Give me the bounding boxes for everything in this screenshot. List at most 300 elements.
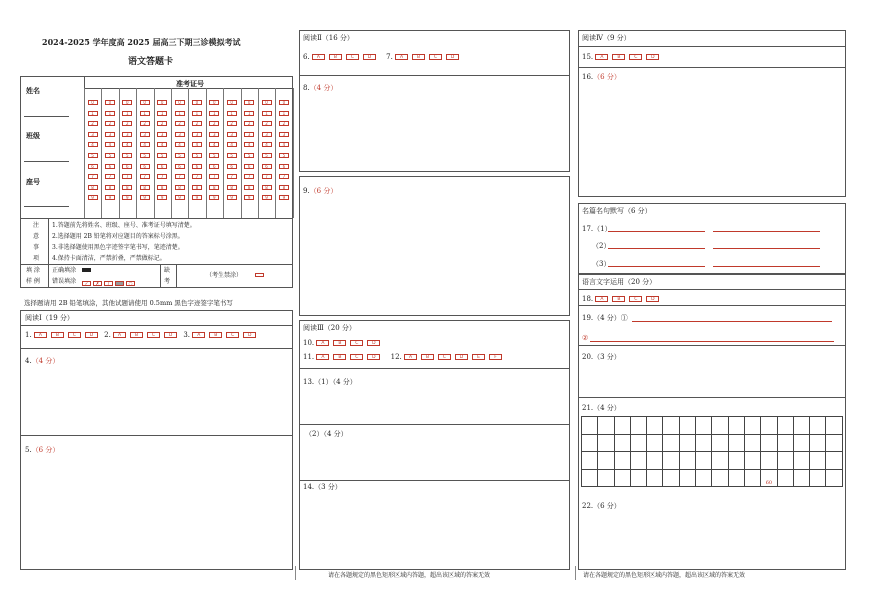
exam-id-digit-bubble[interactable]: 9 <box>140 195 150 200</box>
writing-cell[interactable] <box>696 469 712 487</box>
q17-3-line-b[interactable] <box>713 266 820 267</box>
writing-cell[interactable] <box>793 417 809 435</box>
exam-id-digit-bubble[interactable]: 7 <box>157 174 167 179</box>
exam-id-digit-bubble[interactable]: 9 <box>262 195 272 200</box>
q17-3-label: （3） <box>592 260 611 268</box>
exam-id-digit-bubble[interactable]: 1 <box>244 111 254 116</box>
exam-id-digit-bubble[interactable]: 4 <box>105 142 115 147</box>
note-item: 1.答题前先将姓名、班级、座号、准考证号填写清楚。 <box>52 222 196 229</box>
exam-id-digit-bubble[interactable]: 2 <box>88 121 98 126</box>
exam-id-digit-bubble[interactable]: 7 <box>192 174 202 179</box>
exam-id-digit-bubble[interactable]: 8 <box>122 185 132 190</box>
footer-note: 请在各题规定的黑色矩形区域内答题，超出该区域的答案无效 <box>328 572 491 579</box>
writing-cell[interactable] <box>647 469 663 487</box>
answer-bubble[interactable]: B <box>333 340 346 346</box>
writing-cell[interactable] <box>728 452 744 470</box>
answer-bubble[interactable]: D <box>243 332 256 338</box>
exam-id-digit-bubble[interactable]: 4 <box>209 142 219 147</box>
exam-id-digit-bubble[interactable]: 1 <box>227 111 237 116</box>
exam-id-digit-bubble[interactable]: 0 <box>279 100 289 105</box>
exam-id-digit-bubble[interactable]: 5 <box>209 153 219 158</box>
exam-id-digit-bubble[interactable]: 5 <box>192 153 202 158</box>
note-item: 2.选择题用 2B 铅笔将对应题目的答案标号涂黑。 <box>52 233 184 240</box>
writing-cell[interactable] <box>810 469 826 487</box>
reading2-title: 阅读Ⅱ（16 分） <box>303 34 354 42</box>
exam-id-digit-bubble[interactable]: 8 <box>209 185 219 190</box>
writing-cell[interactable] <box>712 469 728 487</box>
writing-cell[interactable] <box>614 417 630 435</box>
answer-bubble[interactable]: D <box>164 332 177 338</box>
writing-cell[interactable] <box>712 417 728 435</box>
exam-id-digit-bubble[interactable]: 2 <box>279 121 289 126</box>
exam-id-digit-bubble[interactable]: 8 <box>244 185 254 190</box>
answer-bubble[interactable]: A <box>595 296 608 302</box>
writing-cell[interactable] <box>826 452 842 470</box>
q17-1-line-b[interactable] <box>713 231 820 232</box>
writing-cell[interactable] <box>793 434 809 452</box>
exam-id-digit-bubble[interactable]: 6 <box>262 164 272 169</box>
exam-id-digit-bubble[interactable]: 9 <box>157 195 167 200</box>
q15-options <box>595 53 663 61</box>
writing-cell[interactable] <box>679 469 695 487</box>
answer-bubble[interactable]: B <box>209 332 222 338</box>
q13-2-label: （2）（4 分） <box>305 430 348 438</box>
q18-row: 18. A B C D <box>582 295 663 304</box>
exam-id-digit-bubble[interactable]: 4 <box>122 142 132 147</box>
exam-id-digit-bubble[interactable]: 6 <box>244 164 254 169</box>
exam-id-digit-bubble[interactable]: 3 <box>122 132 132 137</box>
exam-id-digit-bubble[interactable]: 6 <box>122 164 132 169</box>
q19-2-label: ② <box>582 334 589 342</box>
exam-id-digit-bubble[interactable]: 2 <box>244 121 254 126</box>
exam-id-digit-bubble[interactable]: 6 <box>192 164 202 169</box>
q5-label: 5.（6 分） <box>25 446 60 454</box>
exam-id-digit-bubble[interactable]: 4 <box>279 142 289 147</box>
exam-id-digit-bubble[interactable]: 0 <box>209 100 219 105</box>
writing-cell[interactable] <box>793 469 809 487</box>
exam-id-digit-bubble[interactable]: 4 <box>244 142 254 147</box>
q18-options <box>595 295 663 303</box>
exam-id-digit-bubble[interactable]: 7 <box>209 174 219 179</box>
exam-id-label: 准考证号 <box>176 79 204 88</box>
writing-cell[interactable] <box>744 452 760 470</box>
q19-line-2[interactable] <box>590 341 834 342</box>
answer-bubble[interactable]: C <box>629 54 642 60</box>
writing-cell[interactable] <box>744 469 760 487</box>
q15-row: 15. A B C D <box>582 53 663 62</box>
exam-id-digit-bubble[interactable]: 1 <box>192 111 202 116</box>
writing-cell[interactable] <box>761 452 777 470</box>
q3-options <box>192 331 260 339</box>
exam-id-digit-bubble[interactable]: 2 <box>227 121 237 126</box>
q13-1-answer-area[interactable] <box>300 389 569 423</box>
answer-bubble[interactable]: C <box>438 354 451 360</box>
exam-id-digit-bubble[interactable]: 4 <box>88 142 98 147</box>
exam-id-digit-bubble[interactable]: 3 <box>88 132 98 137</box>
exam-id-digit-bubble[interactable]: 7 <box>279 174 289 179</box>
writing-cell[interactable] <box>696 417 712 435</box>
exam-id-digit-bubble[interactable]: 5 <box>262 153 272 158</box>
writing-cell[interactable] <box>810 417 826 435</box>
exam-id-digit-bubble[interactable]: 8 <box>105 185 115 190</box>
correct-fill-label: 正确填涂 <box>52 267 77 274</box>
q17-1-line-a[interactable] <box>608 231 705 232</box>
answer-bubble[interactable]: A <box>192 332 205 338</box>
writing-cell[interactable] <box>630 417 646 435</box>
exam-id-digit-bubble[interactable]: 7 <box>105 174 115 179</box>
exam-id-digit-bubble[interactable]: 6 <box>105 164 115 169</box>
exam-id-digit-bubble[interactable]: 8 <box>227 185 237 190</box>
class-label: 班级 <box>26 131 40 140</box>
answer-bubble[interactable]: A <box>404 354 417 360</box>
q17-2-line-b[interactable] <box>713 248 820 249</box>
note-item: 3.非选择题使用黑色字迹签字笔书写，笔迹清楚。 <box>52 244 184 251</box>
writing-cell[interactable] <box>712 434 728 452</box>
answer-bubble[interactable]: B <box>612 296 625 302</box>
answer-bubble[interactable]: E <box>472 354 485 360</box>
notes-label-char: 项 <box>33 255 40 262</box>
exam-id-digit-bubble[interactable]: 6 <box>209 164 219 169</box>
exam-id-digit-bubble[interactable]: 8 <box>157 185 167 190</box>
q4-answer-area[interactable] <box>21 368 292 434</box>
answer-bubble[interactable]: B <box>612 54 625 60</box>
writing-cell[interactable]: 60 <box>761 469 777 487</box>
exam-id-digit-bubble[interactable]: 0 <box>175 100 185 105</box>
writing-cell[interactable] <box>826 434 842 452</box>
writing-cell[interactable] <box>647 434 663 452</box>
exam-id-digit-bubble[interactable]: 7 <box>227 174 237 179</box>
writing-cell[interactable] <box>679 417 695 435</box>
exam-id-digit-bubble[interactable]: 8 <box>175 185 185 190</box>
q8-label: 8.（4 分） <box>303 84 338 92</box>
q8-answer-area[interactable] <box>300 95 569 171</box>
exam-id-digit-bubble[interactable]: 5 <box>122 153 132 158</box>
notes-label-char: 意 <box>33 233 40 240</box>
writing-cell[interactable] <box>712 452 728 470</box>
exam-id-digit-bubble[interactable]: 3 <box>209 132 219 137</box>
answer-bubble[interactable]: B <box>51 332 64 338</box>
writing-cell[interactable] <box>647 452 663 470</box>
writing-cell[interactable] <box>777 417 793 435</box>
exam-id-digit-bubble[interactable]: 1 <box>175 111 185 116</box>
notes-label-char: 事 <box>33 244 40 251</box>
name-field[interactable] <box>24 116 69 117</box>
reading3-title: 阅读Ⅲ（20 分） <box>303 324 356 332</box>
answer-bubble[interactable]: C <box>350 354 363 360</box>
q10-row: 10. A B C D <box>303 339 384 348</box>
answer-bubble[interactable]: D <box>85 332 98 338</box>
answer-bubble[interactable]: C <box>226 332 239 338</box>
exam-id-digit-bubble[interactable]: 4 <box>140 142 150 147</box>
exam-id-digit-bubble[interactable]: 7 <box>122 174 132 179</box>
answer-bubble[interactable]: A <box>395 54 408 60</box>
writing-cell[interactable] <box>777 434 793 452</box>
exam-id-digit-bubble[interactable]: 2 <box>140 121 150 126</box>
exam-id-digit-bubble[interactable]: 1 <box>105 111 115 116</box>
answer-bubble[interactable]: B <box>130 332 143 338</box>
seat-field[interactable] <box>24 206 69 207</box>
exam-id-digit-bubble[interactable]: 9 <box>279 195 289 200</box>
exam-id-digit-bubble[interactable]: 5 <box>88 153 98 158</box>
exam-id-digit-bubble[interactable]: 4 <box>175 142 185 147</box>
writing-cell[interactable] <box>728 417 744 435</box>
exam-id-digit-bubble[interactable]: 1 <box>279 111 289 116</box>
exam-id-digit-bubble[interactable]: 6 <box>279 164 289 169</box>
answer-bubble[interactable]: D <box>367 340 380 346</box>
exam-id-digit-bubble[interactable]: 7 <box>244 174 254 179</box>
absent-note: （考生禁涂） <box>206 272 243 279</box>
q17-2-line-a[interactable] <box>608 248 705 249</box>
writing-cell[interactable] <box>744 434 760 452</box>
reading4-title: 阅读Ⅳ（9 分） <box>582 34 631 42</box>
exam-id-digit-bubble[interactable]: 4 <box>192 142 202 147</box>
exam-id-digit-bubble[interactable]: 0 <box>262 100 272 105</box>
answer-bubble[interactable]: B <box>412 54 425 60</box>
notes-label-char: 注 <box>33 222 40 229</box>
writing-cell[interactable] <box>663 469 679 487</box>
q1-row: 1. A B C D 2. A B C D 3. A B C D <box>25 331 260 340</box>
writing-cell[interactable] <box>582 469 598 487</box>
exam-id-digit-bubble[interactable]: 0 <box>227 100 237 105</box>
class-field[interactable] <box>24 161 69 162</box>
q14-answer-area[interactable] <box>300 494 569 569</box>
q20-answer-area[interactable] <box>579 364 845 396</box>
answer-bubble[interactable]: C <box>68 332 81 338</box>
writing-cell[interactable] <box>598 469 614 487</box>
exam-id-digit-bubble[interactable]: 6 <box>140 164 150 169</box>
writing-cell[interactable] <box>614 469 630 487</box>
answer-bubble[interactable]: D <box>367 354 380 360</box>
exam-id-digit-bubble[interactable]: 3 <box>192 132 202 137</box>
exam-id-digit-bubble[interactable]: 6 <box>88 164 98 169</box>
q22-label: 22.（6 分） <box>582 502 621 510</box>
name-label: 姓名 <box>26 86 40 95</box>
answer-bubble[interactable]: A <box>312 54 325 60</box>
exam-id-digit-bubble[interactable]: 2 <box>157 121 167 126</box>
q21-label: 21.（4 分） <box>582 404 621 412</box>
note-item: 4.保持卡面清洁，严禁折叠，严禁做标记。 <box>52 255 166 262</box>
exam-id-digit-bubble[interactable]: 5 <box>244 153 254 158</box>
exam-id-digit-bubble[interactable]: 9 <box>192 195 202 200</box>
answer-bubble[interactable]: C <box>429 54 442 60</box>
exam-id-digit-bubble[interactable]: 7 <box>140 174 150 179</box>
q1-options <box>34 331 102 339</box>
q11-q12-row: 11. A B C D 12. A B C D E F <box>303 353 506 362</box>
q14-label: 14.（3 分） <box>303 483 342 491</box>
writing-cell[interactable] <box>744 417 760 435</box>
fill-example-label: 填 涂 <box>26 267 40 274</box>
exam-id-digit-bubble[interactable]: 1 <box>122 111 132 116</box>
exam-id-digit-bubble[interactable]: 8 <box>262 185 272 190</box>
exam-id-digit-bubble[interactable]: 0 <box>122 100 132 105</box>
exam-id-digit-bubble[interactable]: 2 <box>105 121 115 126</box>
answer-bubble[interactable]: C <box>147 332 160 338</box>
exam-id-digit-bubble[interactable]: 3 <box>175 132 185 137</box>
exam-id-digit-bubble[interactable]: 8 <box>140 185 150 190</box>
exam-id-digit-bubble[interactable]: 2 <box>209 121 219 126</box>
answer-bubble[interactable]: D <box>446 54 459 60</box>
answer-bubble[interactable]: C <box>350 340 363 346</box>
writing-cell[interactable] <box>826 469 842 487</box>
exam-id-digit-bubble[interactable]: 3 <box>157 132 167 137</box>
writing-cell[interactable] <box>696 452 712 470</box>
q9-answer-area[interactable] <box>300 198 569 315</box>
writing-cell[interactable] <box>614 452 630 470</box>
writing-cell[interactable] <box>582 417 598 435</box>
exam-id-digit-bubble[interactable]: 3 <box>140 132 150 137</box>
q12-options <box>404 353 506 361</box>
exam-id-digit-bubble[interactable]: 0 <box>157 100 167 105</box>
exam-id-digit-bubble[interactable]: 2 <box>175 121 185 126</box>
exam-id-digit-bubble[interactable]: 9 <box>227 195 237 200</box>
writing-cell[interactable] <box>793 452 809 470</box>
writing-cell[interactable] <box>598 452 614 470</box>
writing-cell[interactable] <box>761 417 777 435</box>
exam-id-digit-bubble[interactable]: 5 <box>157 153 167 158</box>
exam-id-digit-bubble[interactable]: 9 <box>105 195 115 200</box>
exam-id-digit-bubble[interactable]: 0 <box>105 100 115 105</box>
exam-id-digit-bubble[interactable]: 1 <box>209 111 219 116</box>
writing-cell[interactable] <box>777 452 793 470</box>
wrong-fill-label: 错误填涂 <box>52 278 77 285</box>
absent-label: 缺 <box>164 267 171 274</box>
exam-id-digit-bubble[interactable]: 5 <box>175 153 185 158</box>
exam-id-digit-bubble[interactable]: 0 <box>88 100 98 105</box>
answer-bubble[interactable]: C <box>346 54 359 60</box>
exam-id-digit-bubble[interactable]: 1 <box>157 111 167 116</box>
exam-id-digit-bubble[interactable]: 5 <box>227 153 237 158</box>
writing-cell[interactable] <box>598 417 614 435</box>
q17-3-line-a[interactable] <box>608 266 705 267</box>
q5-answer-area[interactable] <box>21 457 292 569</box>
q19-label: 19.（4 分）① <box>582 314 628 322</box>
exam-id-digit-bubble[interactable]: 1 <box>262 111 272 116</box>
writing-cell[interactable] <box>826 417 842 435</box>
exam-id-digit-bubble[interactable]: 7 <box>175 174 185 179</box>
exam-id-digit-bubble[interactable]: 9 <box>244 195 254 200</box>
q7-options <box>395 53 463 61</box>
answer-bubble[interactable]: A <box>595 54 608 60</box>
answer-bubble[interactable]: B <box>333 354 346 360</box>
writing-cell[interactable] <box>761 434 777 452</box>
q6-options <box>312 53 380 61</box>
writing-cell[interactable] <box>679 434 695 452</box>
exam-id-digit-bubble[interactable]: 4 <box>227 142 237 147</box>
q17-2-label: （2） <box>592 242 611 250</box>
q16-answer-area[interactable] <box>579 84 845 196</box>
exam-id-digit-bubble[interactable]: 9 <box>88 195 98 200</box>
exam-id-digit-bubble[interactable]: 3 <box>262 132 272 137</box>
writing-cell[interactable] <box>696 434 712 452</box>
writing-cell[interactable] <box>614 434 630 452</box>
exam-id-digit-bubble[interactable]: 8 <box>279 185 289 190</box>
writing-cell[interactable] <box>630 434 646 452</box>
answer-bubble[interactable]: A <box>316 354 329 360</box>
exam-id-digit-bubble[interactable]: 3 <box>244 132 254 137</box>
exam-id-digit-bubble[interactable]: 4 <box>157 142 167 147</box>
q17-1-label: 17.（1） <box>582 225 612 233</box>
exam-id-digit-bubble[interactable]: 0 <box>192 100 202 105</box>
q13-1-label: 13.（1）（4 分） <box>303 378 357 386</box>
writing-cell[interactable] <box>810 452 826 470</box>
answer-bubble[interactable]: A <box>34 332 47 338</box>
writing-cell[interactable] <box>728 434 744 452</box>
exam-id-digit-bubble[interactable]: 2 <box>122 121 132 126</box>
writing-cell[interactable] <box>810 434 826 452</box>
q10-options <box>316 339 384 347</box>
writing-cell[interactable] <box>630 452 646 470</box>
answer-bubble[interactable]: B <box>421 354 434 360</box>
q2-options <box>113 331 181 339</box>
exam-id-digit-bubble[interactable]: 7 <box>88 174 98 179</box>
exam-id-digit-bubble[interactable]: 8 <box>88 185 98 190</box>
exam-id-digit-bubble[interactable]: 3 <box>227 132 237 137</box>
writing-cell[interactable] <box>728 469 744 487</box>
answer-bubble[interactable]: A <box>316 340 329 346</box>
q9-label: 9.（6 分） <box>303 187 338 195</box>
answer-bubble[interactable]: D <box>455 354 468 360</box>
language-title: 语言文字运用（20 分） <box>582 278 657 286</box>
exam-id-digit-bubble[interactable]: 2 <box>262 121 272 126</box>
exam-id-digit-bubble[interactable]: 1 <box>88 111 98 116</box>
writing-cell[interactable] <box>663 434 679 452</box>
exam-id-digit-bubble[interactable]: 9 <box>175 195 185 200</box>
exam-id-digit-bubble[interactable]: 9 <box>209 195 219 200</box>
q19-line-1[interactable] <box>632 321 832 322</box>
writing-cell[interactable] <box>630 469 646 487</box>
dictation-title: 名篇名句默写（6 分） <box>582 207 652 215</box>
answer-bubble[interactable]: B <box>329 54 342 60</box>
exam-id-digit-bubble[interactable]: 8 <box>192 185 202 190</box>
writing-cell[interactable] <box>679 452 695 470</box>
writing-cell[interactable] <box>647 417 663 435</box>
q22-answer-area[interactable] <box>579 513 845 569</box>
answer-bubble[interactable]: D <box>646 54 659 60</box>
exam-id-digit-bubble[interactable]: 0 <box>140 100 150 105</box>
exam-id-digit-bubble[interactable]: 3 <box>279 132 289 137</box>
exam-id-digit-bubble[interactable]: 5 <box>279 153 289 158</box>
q13-2-answer-area[interactable] <box>300 441 569 479</box>
writing-cell[interactable] <box>663 452 679 470</box>
writing-cell[interactable] <box>582 452 598 470</box>
writing-cell[interactable] <box>582 434 598 452</box>
exam-id-digit-bubble[interactable]: 6 <box>175 164 185 169</box>
wrong-fill-marks: ✓ ✗ / ○ <box>82 279 139 287</box>
absent-label: 考 <box>164 278 171 285</box>
exam-id-digit-bubble[interactable]: 9 <box>122 195 132 200</box>
writing-cell[interactable] <box>663 417 679 435</box>
exam-id-digit-bubble[interactable]: 5 <box>140 153 150 158</box>
exam-id-digit-bubble[interactable]: 3 <box>105 132 115 137</box>
answer-bubble[interactable]: D <box>363 54 376 60</box>
writing-cell[interactable] <box>777 469 793 487</box>
answer-bubble[interactable]: F <box>489 354 502 360</box>
writing-cell[interactable] <box>598 434 614 452</box>
exam-id-digit-bubble[interactable]: 0 <box>244 100 254 105</box>
exam-id-digit-bubble[interactable]: 2 <box>192 121 202 126</box>
answer-bubble[interactable]: D <box>646 296 659 302</box>
exam-id-digit-bubble[interactable]: 4 <box>262 142 272 147</box>
absent-checkbox[interactable] <box>255 273 264 277</box>
answer-bubble[interactable]: C <box>629 296 642 302</box>
exam-id-digit-bubble[interactable]: 1 <box>140 111 150 116</box>
reading1-title: 阅读Ⅰ（19 分） <box>25 314 74 322</box>
answer-bubble[interactable]: A <box>113 332 126 338</box>
exam-id-digit-bubble[interactable]: 6 <box>227 164 237 169</box>
exam-id-digit-bubble[interactable]: 7 <box>262 174 272 179</box>
exam-id-digit-bubble[interactable]: 6 <box>157 164 167 169</box>
exam-id-digit-bubble[interactable]: 5 <box>105 153 115 158</box>
